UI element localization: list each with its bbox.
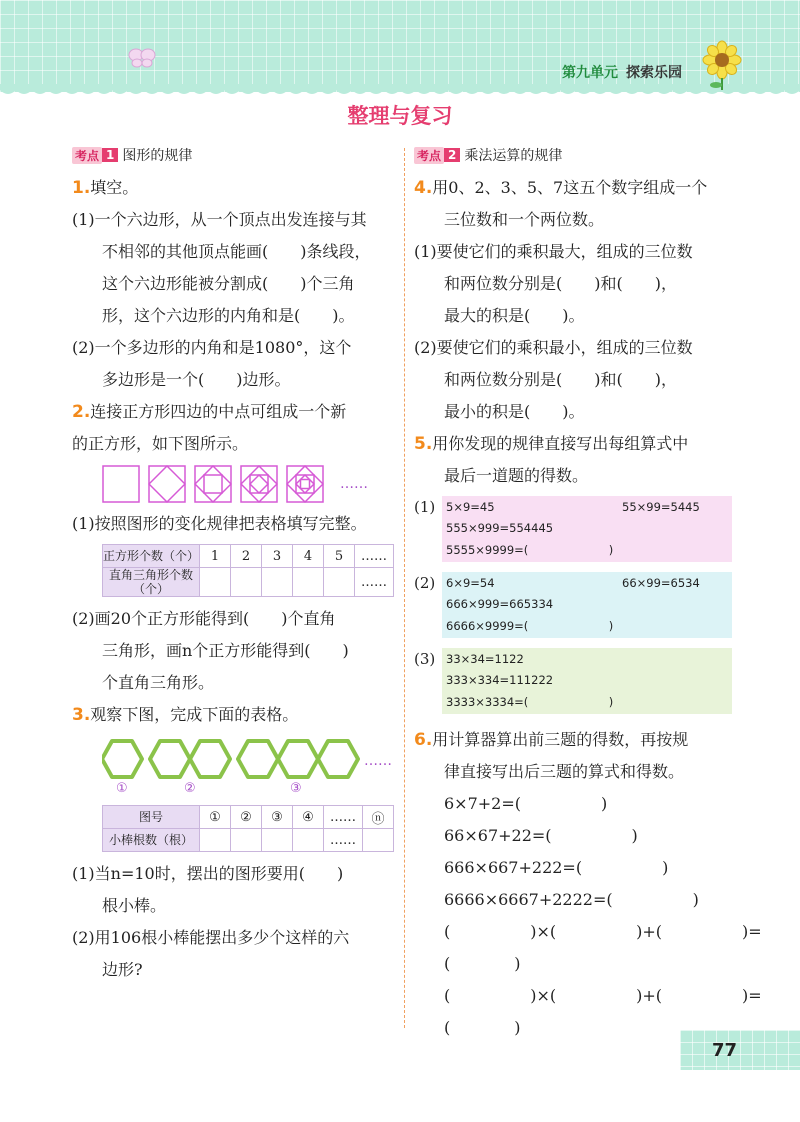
q2-table-head-squares: 正方形个数（个） (103, 545, 200, 568)
q2-answer-cell[interactable] (262, 568, 293, 597)
q3-answer-cell[interactable] (200, 829, 231, 852)
q2-part2-line3: 个直角三角形。 (102, 673, 215, 692)
section-label: 探索乐园 (626, 65, 682, 81)
question-6-stem: 6.用计算器算出前三题的得数，再按规 (414, 730, 689, 750)
group-number: (1) (414, 498, 436, 516)
q3-cell: ④ (293, 806, 324, 829)
q2-cell: 5 (324, 545, 355, 568)
formula: 33×34=1122 (446, 652, 524, 666)
q2-cell: 1 (200, 545, 231, 568)
right-column (414, 144, 762, 1044)
formula: 5×9=45 (446, 500, 495, 514)
q3-cell: …… (324, 806, 363, 829)
q2-part2-line2: 三角形，画n个正方形能得到( ) (102, 641, 349, 660)
formula: 6×9=54 (446, 576, 495, 590)
q5-group-1 (414, 496, 738, 564)
q2-part1: (1)按照图形的变化规律把表格填写完整。 (72, 514, 367, 533)
q3-answer-cell[interactable] (231, 829, 262, 852)
kaodian-2-header (414, 144, 738, 166)
q2-answer-cell[interactable] (324, 568, 355, 597)
figure-ellipsis: …… (340, 476, 368, 492)
q3-cell: ② (231, 806, 262, 829)
q6-line-7[interactable]: ( )×( )+( )= (444, 986, 762, 1005)
kaodian-tag: 考点 (414, 147, 444, 164)
q3-cell: …… (324, 829, 363, 852)
square-figure-1 (102, 465, 140, 503)
kaodian-title: 图形的规律 (122, 148, 193, 164)
formula: 666×999=665334 (446, 597, 554, 611)
question-1-stem: 1.填空。 (72, 178, 139, 198)
square-figure-3 (194, 465, 232, 503)
q6-line-4: 6666×6667+2222=( ) (444, 890, 699, 909)
question-5-stem: 5.用你发现的规律直接写出每组算式中 (414, 434, 689, 454)
q2-cell: …… (355, 568, 394, 597)
q3-part2-line2: 边形? (102, 960, 143, 979)
q3-cell: ① (200, 806, 231, 829)
square-figure-2 (148, 465, 186, 503)
formula-answer[interactable]: 6666×9999=( ) (446, 619, 614, 633)
q3-cell: ⓝ (363, 806, 394, 829)
q6-line-3: 666×667+222=( ) (444, 858, 669, 877)
square-figure-5 (286, 465, 324, 503)
hexagon-sticks-figure (102, 737, 396, 801)
formula: 66×99=6534 (622, 576, 700, 590)
formula: 333×334=111222 (446, 673, 554, 687)
q2-cell: 2 (231, 545, 262, 568)
hexagon-chain-svg (102, 737, 392, 781)
q2-answer-cell[interactable] (293, 568, 324, 597)
q1-part1-line3: 这个六边形能被分割成( )个三角 (102, 274, 355, 293)
figure-label-2: ② (184, 781, 196, 796)
q2-answer-cell[interactable] (231, 568, 262, 597)
q3-answer-cell[interactable] (262, 829, 293, 852)
q6-line-1: 6×7+2=( ) (444, 794, 608, 813)
kaodian-number: 1 (102, 148, 118, 162)
kaodian-number: 2 (444, 148, 460, 162)
q5-group-3 (414, 648, 738, 716)
q1-part1-line4: 形，这个六边形的内角和是( )。 (102, 306, 355, 325)
butterfly-icon (128, 46, 156, 68)
page-number: 77 (712, 1040, 738, 1061)
formula: 555×999=554445 (446, 521, 554, 535)
q2-part2-line1: (2)画20个正方形能得到( )个直角 (72, 609, 336, 628)
q1-part2-line1: (2)一个多边形的内角和是1080°，这个 (72, 338, 352, 357)
q1-part2-line2: 多边形是一个( )边形。 (102, 370, 291, 389)
q3-table-head-sticks: 小棒根数（根） (103, 829, 200, 852)
q4-stem-line2: 三位数和一个两位数。 (444, 210, 605, 229)
q3-table-head-figure: 图号 (103, 806, 200, 829)
header-wave-border (0, 84, 800, 98)
formula-box-3 (442, 648, 732, 714)
formula-answer[interactable]: 3333×3334=( ) (446, 695, 614, 709)
group-number: (2) (414, 574, 436, 592)
page-footer-grid (680, 1030, 800, 1070)
formula: 55×99=5445 (622, 500, 700, 514)
q2-cell: …… (355, 545, 394, 568)
q3-part1-line2: 根小棒。 (102, 896, 167, 915)
q6-line-8[interactable]: ( ) (444, 1018, 521, 1037)
q6-stem-line2: 律直接写出后三题的算式和得数。 (444, 762, 685, 781)
question-3-stem: 3.观察下图，完成下面的表格。 (72, 705, 299, 725)
q3-part1-line1: (1)当n=10时，摆出的图形要用( ) (72, 864, 344, 883)
q5-stem-line2: 最后一道题的得数。 (444, 466, 589, 485)
q3-cell: ③ (262, 806, 293, 829)
q2-cell: 3 (262, 545, 293, 568)
q4-part1-line3: 最大的积是( )。 (444, 306, 585, 325)
q3-table (102, 805, 394, 852)
q1-part1-line2: 不相邻的其他顶点能画( )条线段， (102, 242, 371, 261)
q4-part1-line2: 和两位数分别是( )和( )， (444, 274, 677, 293)
q6-line-2: 66×67+22=( ) (444, 826, 638, 845)
q3-answer-cell[interactable] (363, 829, 394, 852)
sunflower-icon (700, 40, 744, 90)
q2-cell: 4 (293, 545, 324, 568)
figure-label-1: ① (116, 781, 128, 796)
q6-line-5[interactable]: ( )×( )+( )= (444, 922, 762, 941)
q4-part2-line3: 最小的积是( )。 (444, 402, 585, 421)
q2-stem-line2: 的正方形，如下图所示。 (72, 434, 249, 453)
formula-answer[interactable]: 5555×9999=( ) (446, 543, 614, 557)
hexagon-ellipsis: …… (364, 753, 392, 769)
q6-line-6[interactable]: ( ) (444, 954, 521, 973)
column-divider (404, 148, 405, 1028)
q3-part2-line1: (2)用106根小棒能摆出多少个这样的六 (72, 928, 350, 947)
page-title: 整理与复习 (347, 104, 453, 128)
q4-part2-line1: (2)要使它们的乘积最小，组成的三位数 (414, 338, 693, 357)
q5-group-2 (414, 572, 738, 640)
figure-label-3: ③ (290, 781, 302, 796)
nested-squares-figure (102, 464, 396, 504)
q4-part1-line1: (1)要使它们的乘积最大，组成的三位数 (414, 242, 693, 261)
q2-answer-cell[interactable] (200, 568, 231, 597)
formula-box-1 (442, 496, 732, 562)
kaodian-tag: 考点 (72, 147, 102, 164)
group-number: (3) (414, 650, 436, 668)
q4-part2-line2: 和两位数分别是( )和( )， (444, 370, 677, 389)
q1-part1-line1: (1)一个六边形，从一个顶点出发连接与其 (72, 210, 367, 229)
question-2-stem: 2.连接正方形四边的中点可组成一个新 (72, 402, 347, 422)
left-column (72, 144, 396, 986)
q2-table-head-triangles: 直角三角形个数（个） (103, 568, 200, 597)
unit-label: 第九单元 (562, 65, 618, 81)
kaodian-title: 乘法运算的规律 (464, 148, 563, 164)
kaodian-1-header (72, 144, 396, 166)
formula-box-2 (442, 572, 732, 638)
q2-table (102, 544, 394, 597)
square-figure-4 (240, 465, 278, 503)
question-4-stem: 4.用0、2、3、5、7这五个数字组成一个 (414, 178, 708, 198)
q3-answer-cell[interactable] (293, 829, 324, 852)
